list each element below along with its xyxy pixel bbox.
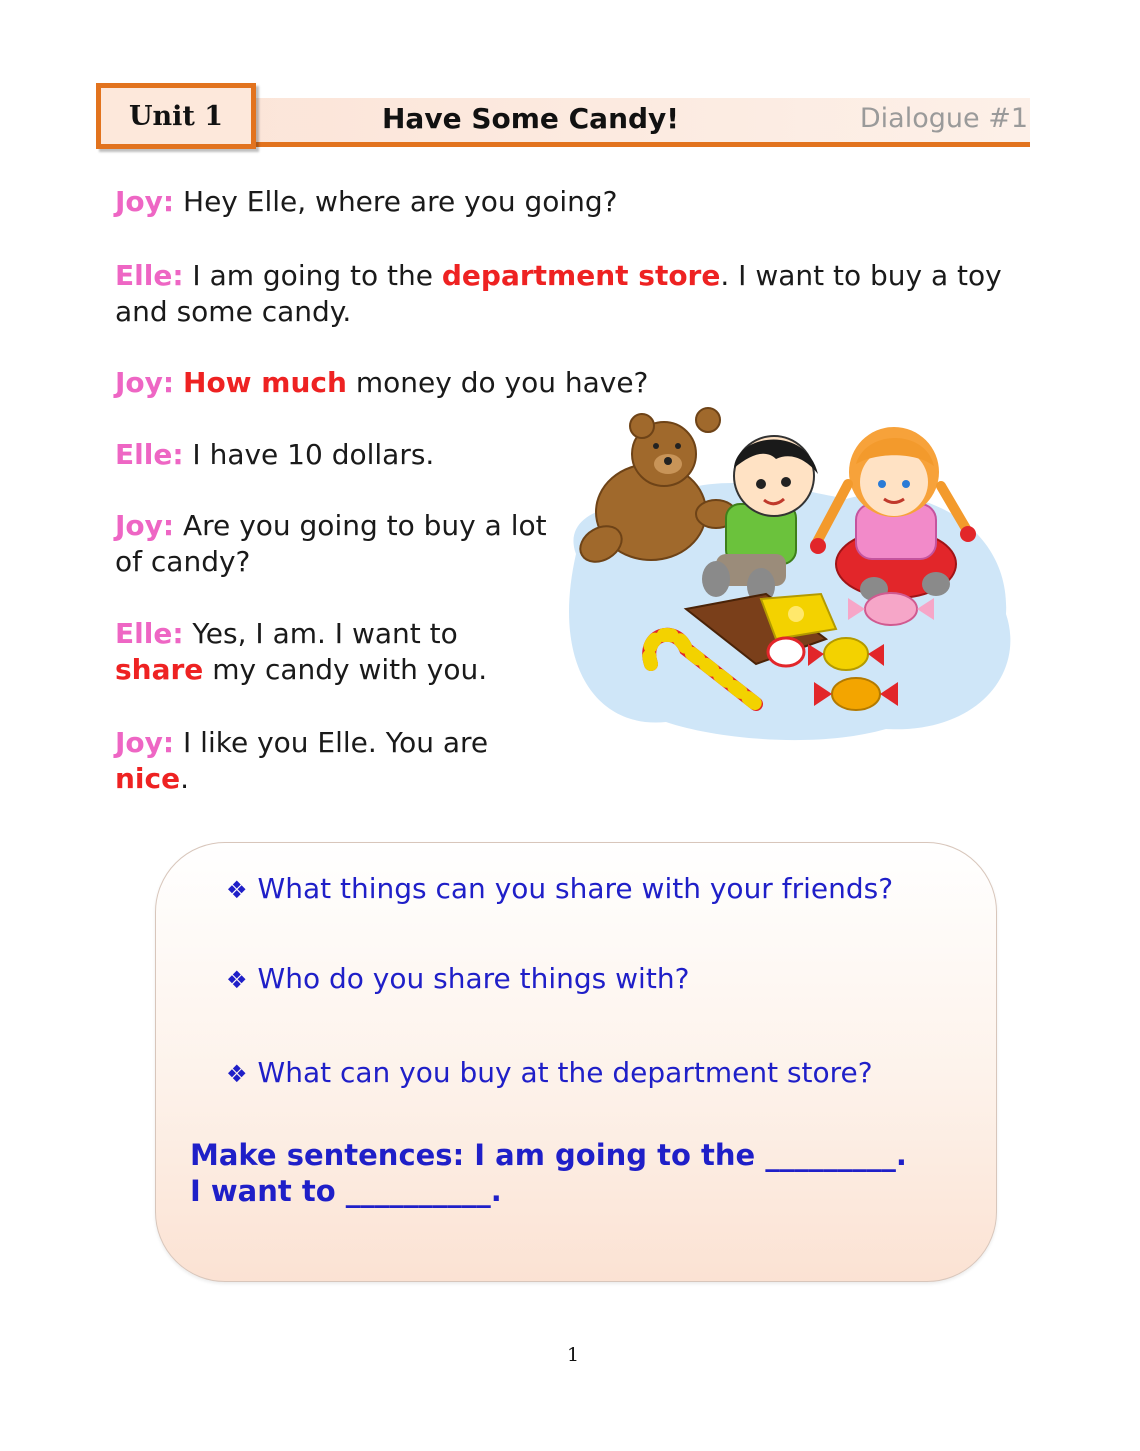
- question-text: What things can you share with your friends?: [257, 872, 894, 905]
- dialogue-tag: Dialogue #1: [859, 103, 1028, 134]
- dialogue-line-3: [115, 365, 648, 401]
- question-2: [226, 962, 689, 995]
- speaker-label: Joy:: [115, 726, 175, 759]
- kids-candy-illustration: [556, 404, 1028, 746]
- vocab-highlight: department store: [441, 259, 721, 292]
- question-text: What can you buy at the department store?: [257, 1056, 873, 1089]
- unit-label: Unit 1: [96, 83, 256, 149]
- dialogue-line-5: [115, 508, 550, 580]
- dialogue-line-7: [115, 725, 545, 797]
- dialogue-text: Hey Elle, where are you going?: [174, 185, 618, 218]
- dialogue-text: Are you going to buy a lot of candy?: [115, 509, 547, 578]
- vocab-highlight: nice: [115, 762, 181, 795]
- vocab-highlight: How much: [183, 366, 347, 399]
- dialogue-text: [174, 366, 183, 399]
- bullet-diamond-icon: ❖: [226, 1060, 248, 1088]
- page-title: Have Some Candy!: [382, 102, 680, 135]
- dialogue-text: I like you Elle. You are: [174, 726, 489, 759]
- bullet-diamond-icon: ❖: [226, 876, 248, 904]
- dialogue-line-6: [115, 616, 535, 688]
- dialogue-text: . I want to buy a toy and some candy.: [115, 259, 1002, 328]
- speaker-label: Elle:: [115, 617, 184, 650]
- dialogue-line-2: [115, 258, 1015, 330]
- make-sentences-line-2: I want to __________.: [190, 1174, 502, 1208]
- page-number: 1: [566, 1344, 580, 1366]
- dialogue-text: my candy with you.: [203, 653, 488, 686]
- dialogue-line-1: [115, 184, 618, 220]
- question-3: [226, 1056, 873, 1089]
- dialogue-text: Yes, I am. I want to: [183, 617, 458, 650]
- speaker-label: Joy:: [115, 185, 175, 218]
- speaker-label: Joy:: [115, 366, 175, 399]
- speaker-label: Joy:: [115, 509, 175, 542]
- vocab-highlight: share: [115, 653, 204, 686]
- dialogue-text: money do you have?: [346, 366, 649, 399]
- question-text: Who do you share things with?: [257, 962, 690, 995]
- dialogue-text: I have 10 dollars.: [183, 438, 435, 471]
- bullet-diamond-icon: ❖: [226, 966, 248, 994]
- dialogue-line-4: [115, 437, 434, 473]
- dialogue-text: I am going to the: [183, 259, 442, 292]
- dialogue-text: .: [180, 762, 190, 795]
- speaker-label: Elle:: [115, 438, 184, 471]
- speaker-label: Elle:: [115, 259, 184, 292]
- make-sentences-line-1: Make sentences: I am going to the _________.: [190, 1138, 907, 1172]
- question-1: [226, 872, 893, 905]
